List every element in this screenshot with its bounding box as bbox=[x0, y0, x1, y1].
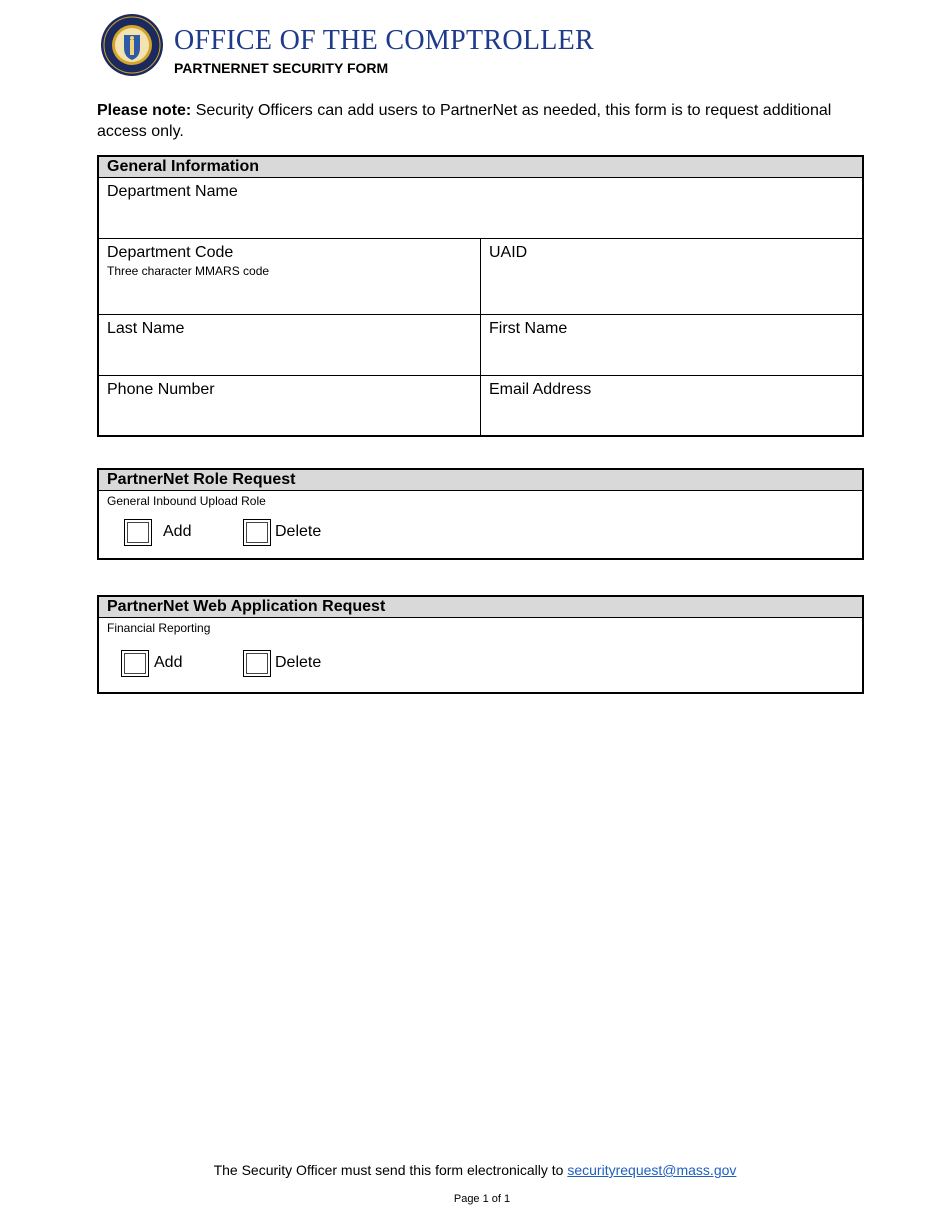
department-name-row bbox=[99, 178, 862, 239]
uaid-label: UAID bbox=[489, 244, 528, 261]
role-request-section bbox=[97, 468, 864, 560]
form-title: PARTNERNET SECURITY FORM bbox=[174, 60, 389, 76]
department-code-label: Department Code bbox=[107, 244, 234, 261]
phone-number-label: Phone Number bbox=[107, 381, 215, 398]
footer-text: The Security Officer must send this form electronically to bbox=[213, 1162, 568, 1178]
department-name-label: Department Name bbox=[107, 183, 238, 200]
department-code-hint: Three character MMARS code bbox=[107, 264, 270, 278]
contact-row bbox=[99, 376, 862, 435]
comptroller-seal-icon bbox=[100, 13, 164, 77]
department-code-field[interactable] bbox=[99, 239, 480, 314]
first-name-label: First Name bbox=[489, 320, 568, 337]
web-application-add-label: Add bbox=[154, 654, 183, 671]
note-paragraph bbox=[97, 100, 857, 142]
page-header bbox=[100, 13, 860, 79]
footer-instruction bbox=[0, 1162, 950, 1178]
uaid-field[interactable] bbox=[480, 239, 862, 314]
role-delete-checkbox[interactable] bbox=[243, 519, 271, 546]
general-information-heading: General Information bbox=[99, 157, 862, 178]
department-name-field[interactable] bbox=[99, 178, 862, 238]
email-address-label: Email Address bbox=[489, 381, 592, 398]
note-text: Security Officers can add users to PartnerNet as needed, this form is to request additional access only. bbox=[97, 102, 832, 140]
last-name-label: Last Name bbox=[107, 320, 185, 337]
role-checkbox-row bbox=[99, 509, 862, 545]
office-title: OFFICE OF THE COMPTROLLER bbox=[174, 25, 595, 56]
web-application-request-heading: PartnerNet Web Application Request bbox=[99, 597, 862, 618]
last-name-field[interactable] bbox=[99, 315, 480, 375]
first-name-field[interactable] bbox=[480, 315, 862, 375]
role-name: General Inbound Upload Role bbox=[107, 494, 266, 508]
web-application-delete-label: Delete bbox=[275, 654, 322, 671]
security-request-email-link[interactable]: securityrequest@mass.gov bbox=[567, 1162, 737, 1178]
email-address-field[interactable] bbox=[480, 376, 862, 435]
web-application-name: Financial Reporting bbox=[107, 621, 211, 635]
department-code-row bbox=[99, 239, 862, 315]
phone-number-field[interactable] bbox=[99, 376, 480, 435]
role-request-heading: PartnerNet Role Request bbox=[99, 470, 862, 491]
web-application-checkbox-row bbox=[99, 636, 862, 672]
role-add-checkbox[interactable] bbox=[124, 519, 152, 546]
general-information-section bbox=[97, 155, 864, 437]
note-label: Please note: bbox=[97, 102, 192, 119]
page-number: Page 1 of 1 bbox=[453, 1193, 511, 1205]
role-add-label: Add bbox=[163, 523, 192, 540]
web-application-request-section bbox=[97, 595, 864, 694]
web-application-add-checkbox[interactable] bbox=[121, 650, 149, 677]
web-application-delete-checkbox[interactable] bbox=[243, 650, 271, 677]
name-row bbox=[99, 315, 862, 376]
role-delete-label: Delete bbox=[275, 523, 322, 540]
